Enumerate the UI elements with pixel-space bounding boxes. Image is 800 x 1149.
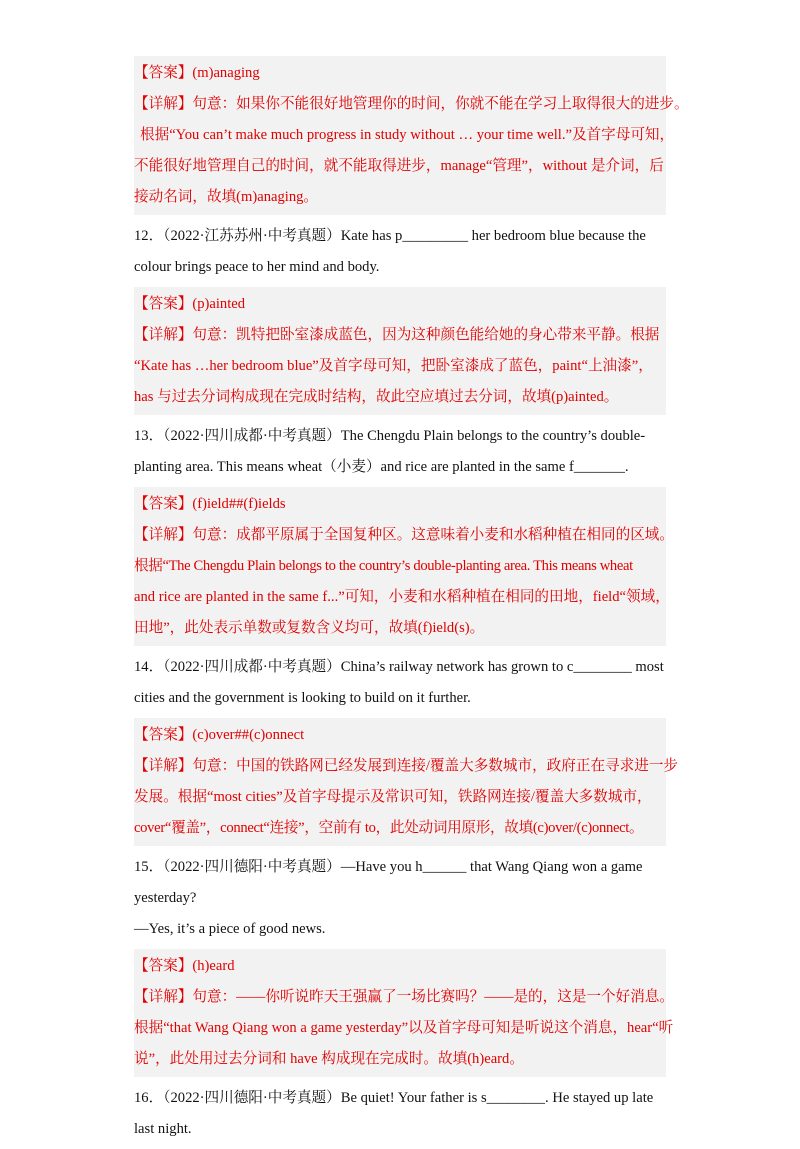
explain-line: 【详解】句意：成都平原属于全国复种区。这意味着小麦和水稻种植在相同的区域。 xyxy=(134,527,674,543)
question-14 xyxy=(134,652,666,714)
answer-box xyxy=(134,487,674,646)
answer-box xyxy=(134,56,689,215)
explain-line: 【详解】句意：——你听说昨天王强赢了一场比赛吗？——是的，这是一个好消息。 xyxy=(134,989,674,1005)
explain-line: 发展。根据“most cities”及首字母提示及常识可知，铁路网连接/覆盖大多数城市， xyxy=(134,789,652,805)
explain-line: “Kate has …her bedroom blue”及首字母可知，把卧室漆成了蓝色，paint“上油漆”， xyxy=(134,358,653,374)
question-16 xyxy=(134,1083,666,1145)
document-page xyxy=(134,56,689,1149)
explain-line: and rice are planted in the same f...”可知，小麦和水稻种植在相同的田地，field“领域， xyxy=(134,589,670,605)
question-line: —Yes, it’s a piece of good news. xyxy=(134,921,326,937)
explain-line: 【详解】句意：凯特把卧室漆成蓝色，因为这种颜色能给她的身心带来平静。根据 xyxy=(134,327,660,343)
answer-line: 【答案】(c)over##(c)onnect xyxy=(134,727,305,743)
question-line: yesterday? xyxy=(134,890,197,906)
explain-line: 田地”，此处表示单数或复数含义均可，故填(f)ield(s)。 xyxy=(134,620,485,636)
answer-line: 【答案】(p)ainted xyxy=(134,296,246,312)
question-12 xyxy=(134,221,666,283)
question-line: 15．（2022·四川德阳·中考真题）—Have you h______ that Wang Qiang won a game xyxy=(134,859,643,875)
question-line: 12．（2022·江苏苏州·中考真题）Kate has p_________ her bedroom blue because the xyxy=(134,228,646,244)
explain-line: 根据“that Wang Qiang won a game yesterday”以及首字母可知是听说这个消息，hear“听 xyxy=(134,1020,674,1036)
answer-line: 【答案】(f)ield##(f)ields xyxy=(134,496,286,512)
explain-line: 接动名词，故填(m)anaging。 xyxy=(134,189,319,205)
answer-line: 【答案】(h)eard xyxy=(134,958,235,974)
explain-line: 根据“You can’t make much progress in study without … your time well.”及首字母可知， xyxy=(140,127,675,143)
explain-line: has 与过去分词构成现在完成时结构，故此空应填过去分词，故填(p)ainted。 xyxy=(134,389,619,405)
answer-box xyxy=(134,949,674,1077)
explain-line: cover“覆盖”，connect“连接”，空前有 to，此处动词用原形，故填(c)over/(c)onnect。 xyxy=(134,820,644,836)
question-line: 14．（2022·四川成都·中考真题）China’s railway network has grown to c________ most xyxy=(134,659,664,675)
explain-line: 不能很好地管理自己的时间，就不能取得进步，manage“管理”，without 是介词，后 xyxy=(134,158,664,174)
question-line: 16．（2022·四川德阳·中考真题）Be quiet! Your father is s________. He stayed up late xyxy=(134,1090,654,1106)
question-line: planting area. This means wheat（小麦）and rice are planted in the same f_______. xyxy=(134,459,629,475)
question-line: last night. xyxy=(134,1121,192,1137)
explain-line: 根据“The Chengdu Plain belongs to the country’s double-planting area. This means wheat xyxy=(134,558,633,574)
explain-line: 说”，此处用过去分词和 have 构成现在完成时。故填(h)eard。 xyxy=(134,1051,524,1067)
question-13 xyxy=(134,421,666,483)
question-line: 13．（2022·四川成都·中考真题）The Chengdu Plain belongs to the country’s double- xyxy=(134,428,646,444)
answer-line: 【答案】(m)anaging xyxy=(134,65,260,81)
answer-box xyxy=(134,718,679,846)
question-line: colour brings peace to her mind and body. xyxy=(134,259,380,275)
question-line: cities and the government is looking to build on it further. xyxy=(134,690,471,706)
question-15 xyxy=(134,852,666,945)
explain-line: 【详解】句意：中国的铁路网已经发展到连接/覆盖大多数城市，政府正在寻求进一步 xyxy=(134,758,679,774)
answer-box xyxy=(134,287,666,415)
explain-line: 【详解】句意：如果你不能很好地管理你的时间，你就不能在学习上取得很大的进步。 xyxy=(134,96,689,112)
